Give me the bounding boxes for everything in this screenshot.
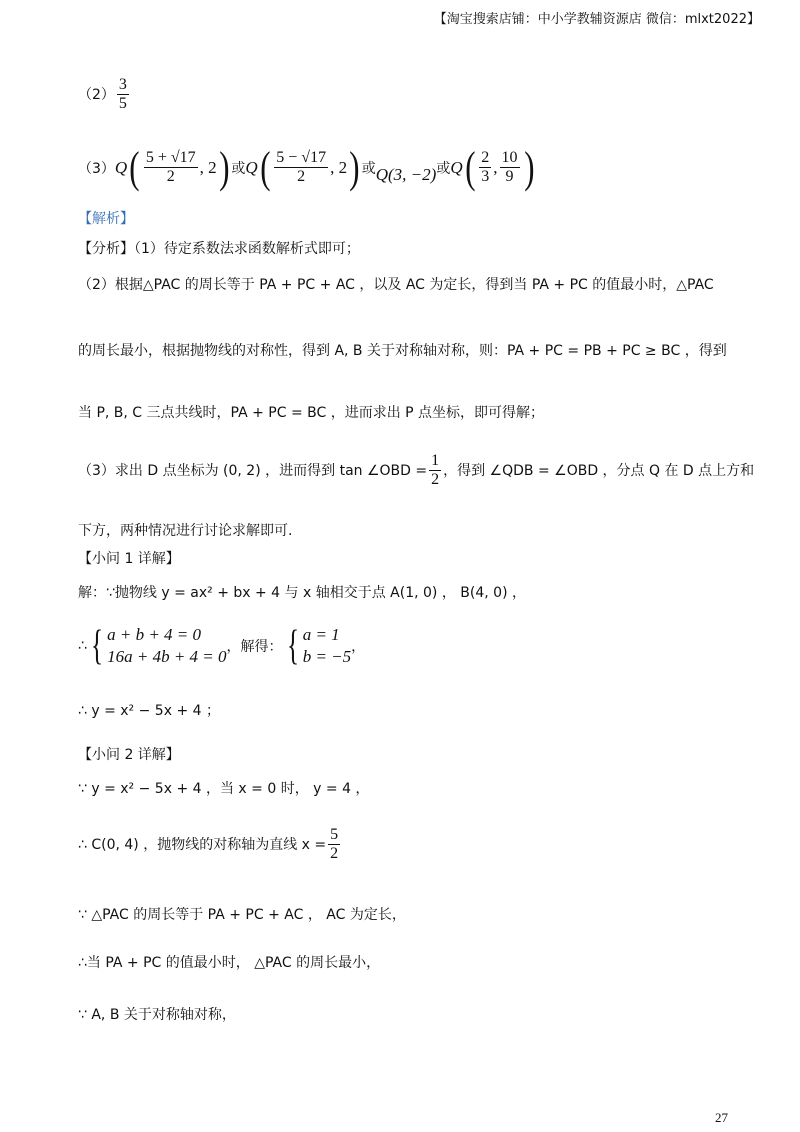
answer-2-fraction: $\frac{3}{5}$ [118, 76, 127, 112]
q2-x-fraction: $\frac{5 - √17}{2}$ [276, 149, 327, 185]
part2-line4: ∴当 PA + PC 的值最小时， △PAC 的周长最小， [78, 955, 381, 971]
analysis-p2c: 当 P, B, C 三点共线时，PA + PC = BC ，进而求出 P 点坐标，即可得解； [78, 405, 545, 421]
part1-line3: ∴ y = x² − 5x + 4 ； [78, 703, 220, 719]
part2-line3: ∵ △PAC 的周长等于 PA + PC + AC ， AC 为定长， [78, 907, 406, 923]
page-number: 27 [715, 1110, 728, 1125]
part1-title: 【小问 1 详解】 [78, 551, 180, 567]
tan-fraction: $\frac{1}{2}$ [431, 452, 440, 488]
analysis-p2b: 的周长最小，根据抛物线的对称性，得到 A, B 关于对称轴对称，则：PA + PC = PB + PC ≥ BC ，得到 [78, 343, 727, 359]
analysis-p2a: （2）根据△PAC 的周长等于 PA + PC + AC ，以及 AC 为定长，得到当 PA + PC 的值最小时，△PAC [78, 277, 714, 293]
q1-x-fraction: $\frac{5 + √17}{2}$ [145, 149, 196, 185]
page-header: 【淘宝搜索店铺：中小学教辅资源店 微信：mlxt2022】 [433, 12, 760, 27]
q3-point: Q(3, −2) [375, 164, 437, 184]
answer-2 [78, 76, 131, 112]
q4-x-fraction: $\frac{2}{3}$ [481, 149, 490, 185]
analysis-p1: 【分析】（1）待定系数法求函数解析式即可； [78, 241, 360, 257]
q4-y-fraction: $\frac{10}{9}$ [501, 149, 518, 185]
part2-line2: ∴ C(0, 4) ，抛物线的对称轴为直线 x = $\frac{5}{2}$ [78, 826, 339, 862]
analysis-p3a: （3）求出 D 点坐标为 (0, 2) ，进而得到 tan ∠OBD = $\frac{1}{2}$ ，得到 ∠QDB = ∠OBD ，分点 Q 在 D 点上方和 [78, 452, 755, 488]
part2-line5: ∵ A, B 关于对称轴对称， [78, 1007, 236, 1023]
part1-system: ∴ { a + b + 4 = 0 16a + 4b + 4 = 0 ，解得： { a = 1 b = −5 ， [78, 623, 366, 669]
part1-line1: 解：∵抛物线 y = ax² + bx + 4 与 x 轴相交于点 A(1, 0) ， B(4, 0) ， [78, 585, 526, 601]
system-2: a = 1 b = −5 [302, 624, 352, 666]
answer-2-label: （2） [78, 87, 115, 104]
answer-3: （3） Q ( $\frac{5 + √17}{2}$ , 2 ) 或 Q ( $\frac{5 - √17}{2}$ , 2 ) 或 Q(3, −2) 或 Q ( $\frac{2}{3}$ , $\frac{10}{9}$ ) [78, 143, 534, 192]
answer-3-label: （3） [78, 160, 115, 177]
part2-line1: ∵ y = x² − 5x + 4 ，当 x = 0 时， y = 4 ， [78, 781, 370, 797]
part2-title: 【小问 2 详解】 [78, 747, 180, 763]
system-1: a + b + 4 = 0 16a + 4b + 4 = 0 [107, 624, 227, 666]
axis-fraction: $\frac{5}{2}$ [330, 826, 339, 862]
analysis-p3b: 下方，两种情况进行讨论求解即可. [78, 523, 293, 539]
jiexi-heading: 【解析】 [78, 211, 134, 227]
